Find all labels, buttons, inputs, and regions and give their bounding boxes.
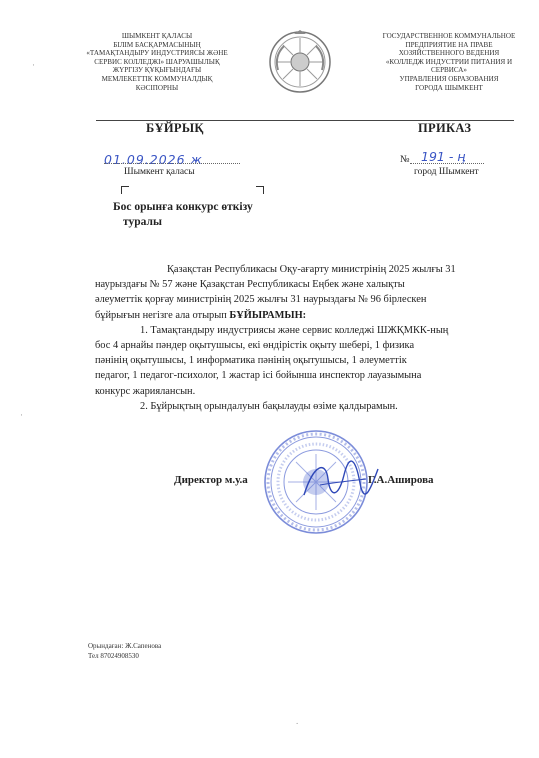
doc-type-russian: ПРИКАЗ: [418, 121, 472, 135]
item-1-line: конкурс жариялансын.: [95, 385, 196, 397]
number-underline: [410, 163, 484, 164]
header-line: СЕРВИСА»: [431, 66, 467, 75]
header-line: МЕМЛЕКЕТТІК КОММУНАЛДЫҚ: [101, 74, 213, 83]
header-line: БІЛІМ БАСҚАРМАСЫНЫҢ: [113, 40, 201, 49]
header-line: УПРАВЛЕНИЯ ОБРАЗОВАНИЯ: [399, 74, 499, 83]
header-line: ШЫМКЕНТ ҚАЛАСЫ: [121, 32, 193, 40]
order-body: [95, 262, 477, 414]
city-kazakh: Шымкент қаласы: [124, 167, 195, 177]
header-line: ХОЗЯЙСТВЕННОГО ВЕДЕНИЯ: [398, 49, 500, 58]
city-russian: город Шымкент: [414, 167, 479, 177]
scan-speck: ·: [20, 410, 23, 420]
header-line: ЖҮРГІЗУ ҚҰҚЫҒЫНДАҒЫ: [112, 66, 202, 75]
signer-name: Г.А.Аширова: [368, 474, 434, 486]
subject-corner-right: [256, 186, 264, 194]
item-1-line: 1. Тамақтандыру индустриясы және сервис колледжі ШЖҚМКК-ның: [140, 324, 449, 336]
subject-line: туралы: [123, 216, 162, 228]
item-1-line: пәнінің оқытушысы, 1 информатика пәнінің оқытушысы, 1 әлеуметтік: [95, 355, 407, 367]
subject-line: Бос орынға конкурс өткізу: [113, 201, 253, 213]
header-line: ПРЕДПРИЯТИЕ НА ПРАВЕ: [405, 40, 493, 49]
order-subject: [113, 200, 253, 230]
intro-line: наурыздағы № 57 және Қазақстан Республикасы Еңбек және халықты: [95, 279, 405, 291]
header-line: КӘСІПОРНЫ: [135, 83, 179, 92]
header-line: СЕРВИС КОЛЛЕДЖІ» ШАРУАШЫЛЫҚ: [94, 57, 220, 66]
intro-line: Қазақстан Республикасы Оқу-ағарту министрінің 2025 жылғы 31: [167, 264, 456, 275]
intro-line: әлеуметтік қорғау министрінің 2025 жылғы 31 наурыздағы № 96 бірлескен: [95, 294, 427, 306]
header-russian: [368, 32, 530, 92]
scan-speck: ·: [32, 60, 35, 70]
header-line: ГОРОДА ШЫМКЕНТ: [415, 83, 483, 92]
executor-line: Орындаған: Ж.Сапенова: [88, 642, 162, 650]
footer-contact: [88, 642, 161, 661]
date-underline: [104, 163, 240, 164]
order-keyword: БҰЙЫРАМЫН:: [229, 309, 307, 321]
number-label: №: [400, 154, 410, 165]
scan-speck: .: [296, 716, 299, 726]
phone-line: Тел 87024908530: [88, 651, 139, 660]
signer-title: Директор м.у.а: [174, 474, 248, 486]
header-line: «КОЛЛЕДЖ ИНДУСТРИИ ПИТАНИЯ И: [385, 57, 513, 66]
header-line: ГОСУДАРСТВЕННОЕ КОММУНАЛЬНОЕ: [382, 32, 516, 40]
handwritten-number: 191 - ӊ: [421, 149, 466, 164]
item-1-line: бос 4 арнайы пәндер оқытушысы, екі өндірістік оқыту шебері, 1 физика: [95, 340, 415, 352]
subject-corner-left: [121, 186, 129, 194]
header-kazakh: [72, 32, 242, 92]
header-line: «ТАМАҚТАНДЫРУ ИНДУСТРИЯСЫ ЖӘНЕ: [86, 49, 228, 58]
item-2: 2. Бұйрықтың орындалуын бақылауды өзіме қалдырамын.: [140, 400, 398, 412]
doc-type-kazakh: БҰЙРЫҚ: [146, 121, 204, 135]
item-1-line: педагог, 1 педагог-психолог, 1 жастар ісі бойынша инспектор лауазымына: [95, 370, 422, 382]
intro-text: бұйрығын негізге ала отырып: [95, 309, 230, 321]
intro-line-final: [95, 308, 477, 323]
state-emblem-icon: [268, 30, 332, 94]
handwritten-date: 01.09.2026 ж: [104, 152, 203, 167]
